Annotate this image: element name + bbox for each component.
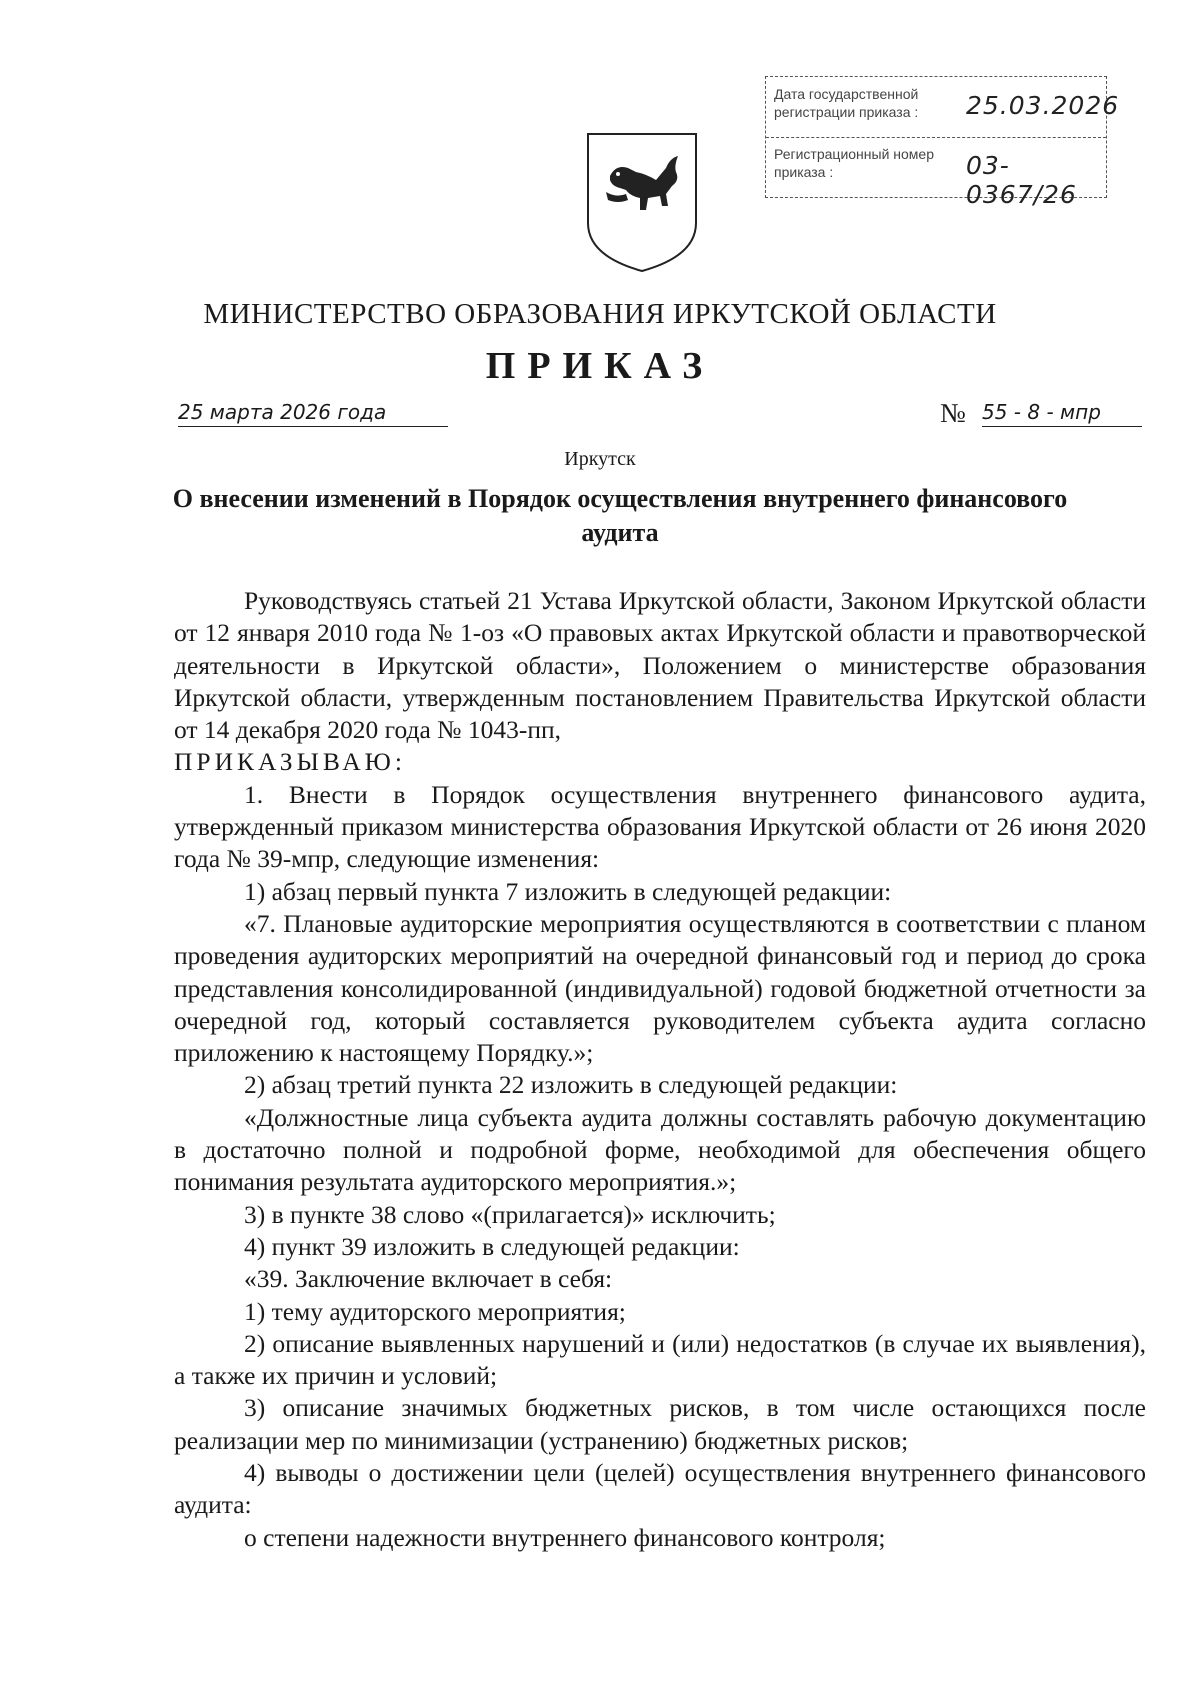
paragraph: 4) пункт 39 изложить в следующей редакции: [244,1231,740,1261]
order-date: 25 марта 2026 года [178,400,448,427]
document-body [174,585,1146,1554]
registration-number-value: 03-0367/26 [966,151,1077,209]
paragraph: «Должностные лица субъекта аудита должны составлять рабочую документацию в достаточно полной и подробной форме, необходимой для обеспечения общего понимания результата аудиторского мероприятия.»; [174,1102,1146,1197]
registration-date-label: Дата государственной регистрации приказа : [774,86,919,120]
paragraph: 1) абзац первый пункта 7 изложить в следующей редакции: [244,876,892,906]
document-heading: О внесении изменений в Порядок осуществления внутреннего финансового аудита [172,484,1068,547]
paragraph: 2) абзац третий пункта 22 изложить в следующей редакции: [244,1070,898,1100]
paragraph: 3) описание значимых бюджетных рисков, в том числе остающихся после реализации мер по минимизации (устранению) бюджетных рисков; [174,1393,1146,1455]
paragraph: 1. Внести в Порядок осуществления внутреннего финансового аудита, утвержденный приказом министерства образования Иркутской области от 26 июня 2020 года № 39-мпр, следующие изменения: [174,779,1146,874]
paragraph: о степени надежности внутреннего финансового контроля; [244,1522,886,1552]
paragraph: «7. Плановые аудиторские мероприятия осуществляются в соответствии с планом проведения аудиторских мероприятий на очередной финансовый год и период до срока представления консолидированной (индивидуальной) годовой бюджетной отчетности за очередной год, который составляется руководителем субъекта аудита согласно приложению к настоящему Порядку.»; [174,908,1146,1068]
city: Иркутск [564,448,636,470]
registration-stamp [765,76,1120,209]
paragraph: Руководствуясь статьей 21 Устава Иркутской области, Законом Иркутской области от 12 января 2010 года № 1-оз «О правовых актах Иркутской области и правотворческой деятельности в Иркутской области», Положением о министерстве образования Иркутской области, утвержденным постановлением Правительства Иркутской области от 14 декабря 2020 года № 1043-пп, [174,586,1146,745]
irkutsk-coat-of-arms-icon [582,128,702,278]
ministry-name: МИНИСТЕРСТВО ОБРАЗОВАНИЯ ИРКУТСКОЙ ОБЛАСТИ [203,298,997,330]
order-number-prefix: № [940,398,966,428]
registration-number-row [766,137,1106,209]
order-number: 55 - 8 - мпр [982,400,1142,427]
registration-number-label: Регистрационный номер приказа : [774,146,934,180]
registration-date-row [766,77,1120,138]
paragraph: 4) выводы о достижении цели (целей) осуществления внутреннего финансового аудита: [174,1458,1146,1520]
order-directive: ПРИКАЗЫВАЮ: [174,747,406,777]
paragraph: «39. Заключение включает в себя: [244,1264,613,1294]
registration-date-value: 25.03.2026 [966,91,1120,120]
order-title: ПРИКАЗ [485,345,715,387]
paragraph: 1) тему аудиторского мероприятия; [244,1296,626,1326]
paragraph: 3) в пункте 38 слово «(прилагается)» исключить; [244,1199,776,1229]
paragraph: 2) описание выявленных нарушений и (или) недостатков (в случае их выявления), а также их причин и условий; [174,1328,1146,1391]
